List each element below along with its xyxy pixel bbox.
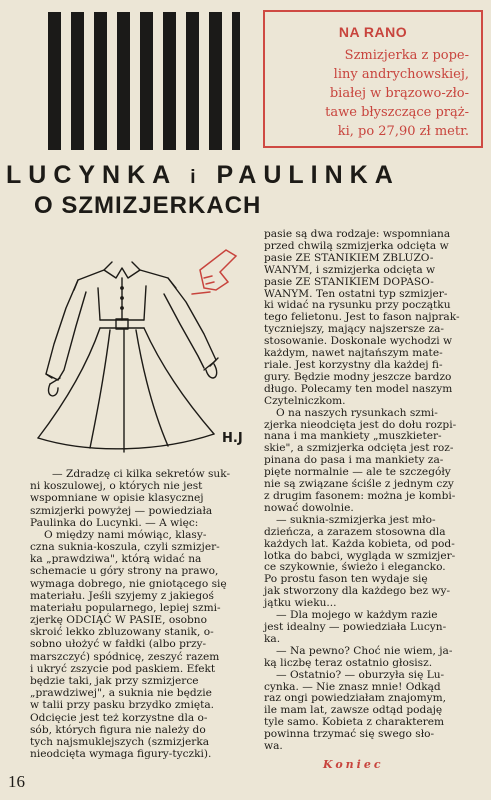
text-line: jest idealny — powiedziała Lucyn- (264, 620, 447, 633)
text-line: materiału. Jeśli szyjemy z jakiegoś (30, 589, 214, 602)
text-line: ile mam lat, zawsze odtąd podaję (264, 704, 443, 717)
text-line: czna suknia-koszula, czyli szmizjer- (30, 541, 220, 553)
text-line: skie", a szmizjerka odcięta jest roz- (264, 442, 454, 455)
text-line: wymaga dobrego, nie gniotącego się (30, 577, 227, 590)
headline-part2: PAULINKA (216, 161, 400, 189)
text-line: nieodcięta wymaga figury-tyczki). (30, 748, 212, 760)
text-line: nować dowolnie. (264, 501, 354, 514)
text-line: każdych lat. Każda kobieta, od pod- (264, 537, 455, 550)
text-line: schemacie u góry strony na prawo, (30, 565, 219, 578)
text-line: pasie ZE STANIKIEM ZBLUZO- (264, 251, 434, 264)
text-line: dzieńcza, a zarazem stosowna dla (264, 525, 446, 538)
headline-and: i (190, 167, 203, 188)
text-line: riale. Jest korzystny dla każdej fi- (264, 359, 443, 371)
text-line: ka „prawdziwa", którą widać na (30, 553, 202, 566)
sidebar-line: białej w brązowo-zło- (329, 86, 469, 101)
na-rano-sidebar (263, 10, 483, 148)
text-line: ce szykownie, świeżo i elegancko. (264, 561, 446, 574)
text-line: — Na pewno? Choć nie wiem, ja- (276, 644, 453, 657)
headline-line-1 (6, 161, 486, 190)
headline-line-2: O SZMIZJERKACH (34, 192, 262, 219)
text-line: lotka do babci, wygląda w szmizjer- (264, 549, 456, 562)
sidebar-title: NA RANO (338, 24, 408, 40)
text-line: sobno ułożyć w fałdki (albo przy- (30, 638, 207, 651)
text-line: gury. Będzie modny jeszcze bardzo (264, 370, 452, 383)
text-line: pinana do pasa i ma mankiety za- (264, 454, 444, 467)
text-line: w talii przy pasku brzydko zmięta. (30, 699, 215, 712)
text-line: będzie taki, jak przy szmizjerce (30, 675, 199, 687)
text-line: tego felietonu. Jest to fason najprak- (264, 311, 460, 324)
text-line: zjerka nieodcięta jest do dołu rozpi- (264, 418, 457, 431)
text-line: stosowanie. Doskonale wychodzi w (264, 335, 453, 348)
text-line: marszczyć) spódnicę, zeszyć razem (30, 650, 220, 663)
sidebar-line: tawe błyszczące prąż- (325, 105, 469, 120)
text-line: z drugim fasonem: można je kombi- (264, 490, 456, 502)
text-line: WANYM, i szmizjerka odcięta w (264, 263, 436, 276)
text-line: pasie są dwa rodzaje: wspomniana (264, 228, 451, 240)
text-line: ki widać na rysunku przy początku (264, 299, 451, 312)
text-line: Odcięcie jest też korzystne dla o- (30, 711, 208, 724)
text-line: wa. (264, 740, 283, 752)
illustrator-signature: H.J (222, 431, 243, 446)
text-line: tych najsmuklejszych (szmizjerka (30, 735, 210, 748)
text-line: powinna trzymać się swego sło- (264, 728, 435, 741)
text-line: — Zdradzę ci kilka sekretów suk- (52, 468, 231, 480)
page-number: 16 (8, 772, 25, 791)
text-line: pasie ZE STANIKIEM DOPASO- (264, 275, 434, 288)
sidebar-line: ki, po 27,90 zł metr. (337, 124, 469, 139)
text-line: szmizjerki powyżej — powiedziała (30, 504, 213, 517)
text-line: nana i ma mankiety „muszkieter- (264, 430, 442, 443)
text-line: skroić lekko zbluzowany stanik, o- (30, 626, 214, 639)
text-line: tyle samo. Kobieta z charakterem (264, 716, 445, 729)
text-line: „prawdziwej", a suknia nie będzie (30, 687, 212, 700)
text-line: materiału popularnego, lepiej szmi- (30, 601, 221, 614)
text-line: wspomniane w opisie klasycznej (30, 492, 204, 505)
text-line: — Dla mojego w każdym razie (276, 609, 438, 621)
text-line: ka. (264, 632, 281, 645)
end-marker: Koniec (323, 758, 384, 771)
text-line: i ukryć zszycie pod paskiem. Efekt (30, 662, 216, 675)
text-line: każdym, nawet najtańszym mate- (264, 347, 443, 360)
text-line: długo. Polecamy ten model naszym (264, 382, 453, 395)
text-line: cynka. — Nie znasz mnie! Odkąd (264, 680, 441, 693)
text-line: O na naszych rysunkach szmi- (276, 406, 438, 419)
text-line: raz ongi powiedziałam znajomym, (264, 692, 447, 705)
text-line: — suknia-szmizjerka jest mło- (276, 513, 436, 526)
headline-part1: LUCYNKA (6, 161, 177, 189)
text-line: zjerkę ODCIĄĆ W PASIE, osobno (30, 614, 207, 627)
text-line: O między nami mówiąc, klasy- (44, 528, 207, 541)
text-line: ką liczbę teraz ostatnio głosisz. (264, 656, 433, 669)
text-line: ni koszulowej, o których nie jest (30, 480, 203, 493)
text-line: Czytelniczkom. (264, 394, 346, 407)
sidebar-line: Szmizjerka z pope- (344, 48, 469, 63)
text-line: tyczniejszy, mający najszersze za- (264, 323, 445, 336)
text-line: Po prostu fason ten wydaje się (264, 573, 428, 586)
text-line: przed chwilą szmizjerka odcięta w (264, 239, 449, 252)
sidebar-line: liny andrychowskiej, (333, 67, 469, 82)
text-line: nie są związane ściśle z jednym czy (264, 478, 454, 490)
text-line: jątku wieku... (264, 597, 337, 610)
text-line: sób, których figura nie należy do (30, 723, 206, 736)
text-line: jak stworzony dla każdego bez wy- (264, 585, 451, 598)
striped-fabric-graphic (44, 12, 240, 150)
text-line: — Ostatnio? — oburzyła się Lu- (276, 668, 445, 681)
text-line: pięte normalnie — ale te szczegóły (264, 466, 451, 479)
text-line: Paulinka do Lucynki. — A więc: (30, 516, 199, 529)
shirtwaist-dress-illustration (0, 228, 258, 460)
text-line: WANYM. Ten ostatni typ szmizjer- (264, 287, 448, 300)
